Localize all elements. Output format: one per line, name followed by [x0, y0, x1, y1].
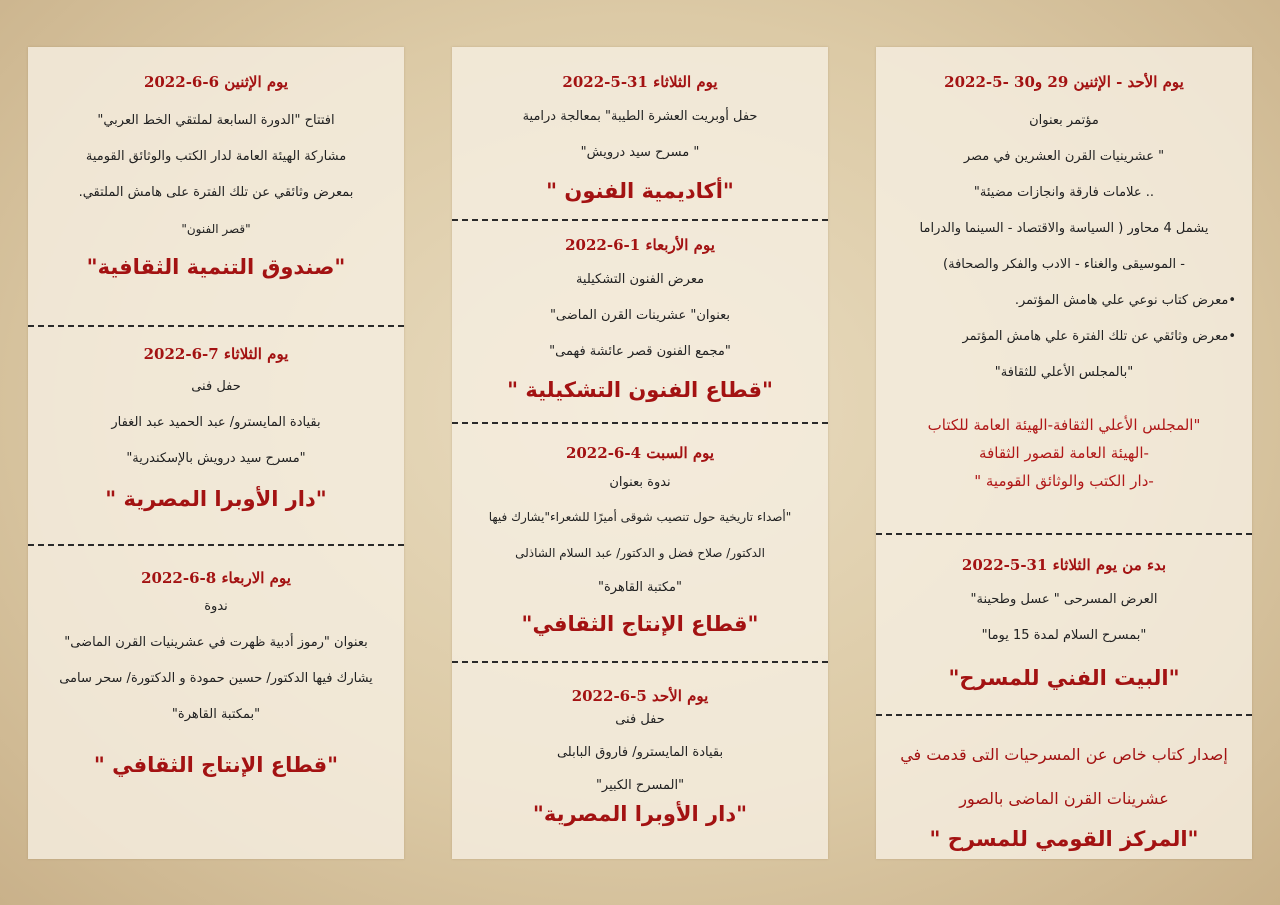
event-venue: " مسرح سيد درويش" [580, 145, 700, 160]
event-play [876, 552, 1252, 698]
event-date: يوم الأحد 5-6-2022 [571, 687, 709, 705]
program-column-left [28, 47, 404, 859]
event-exhibition [452, 232, 828, 410]
event-date: بدء من يوم الثلاثاء 31-5-2022 [961, 556, 1167, 574]
organizer-name: "أكاديمية الفنون " [546, 179, 734, 203]
organizer-name: "صندوق التنمية الثقافية" [86, 255, 346, 279]
event-date: يوم السبت 4-6-2022 [565, 444, 715, 462]
event-date: يوم الأحد - الإثنين 29 و30 -5-2022 [944, 73, 1184, 91]
section-divider [452, 422, 828, 424]
event-venue: "مجمع الفنون قصر عائشة فهمى" [549, 344, 731, 359]
organizer-name: "قطاع الفنون التشكيلية " [507, 378, 773, 402]
organizer-name: "دار الأوبرا المصرية" [532, 802, 748, 826]
event-line: - الموسيقى والغناء - الادب والفكر والصحافة) [943, 257, 1185, 272]
event-line: " عشرينيات القرن العشرين في مصر [963, 149, 1165, 164]
organizers: -دار الكتب والوثائق القومية " [974, 472, 1154, 490]
event-date: يوم الإثنين 6-6-2022 [143, 73, 289, 91]
event-conference [876, 69, 1252, 495]
organizers: "المجلس الأعلي الثقافة-الهيئة العامة للكتاب [927, 416, 1201, 434]
section-divider [28, 544, 404, 546]
organizers: -الهيئة العامة لقصور الثقافة [979, 444, 1149, 462]
event-date: يوم الثلاثاء 7-6-2022 [143, 345, 289, 363]
event-line: مؤتمر بعنوان [1029, 113, 1099, 128]
section-divider [452, 219, 828, 221]
event-seminar-shawqi [452, 440, 828, 644]
event-line: حفل فنى [615, 712, 665, 727]
event-line: مشاركة الهيئة العامة لدار الكتب والوثائق القومية [85, 149, 347, 164]
organizer-name: "قطاع الإنتاج الثقافي " [93, 753, 339, 777]
event-venue: "المسرح الكبير" [595, 778, 685, 793]
event-venue: "مكتبة القاهرة" [598, 580, 682, 595]
event-line: بقيادة المايسترو/ عبد الحميد عبد الغفار [111, 415, 321, 430]
event-concert-ghaffar [28, 341, 404, 519]
event-line: .. علامات فارقة وانجازات مضيئة" [973, 185, 1155, 200]
event-bullet: •معرض كتاب نوعي علي هامش المؤتمر. [1014, 293, 1236, 308]
event-line: الدكتور/ صلاح فضل و الدكتور/ عبد السلام الشاذلى [515, 546, 765, 560]
event-venue: "مسرح سيد درويش بالإسكندرية" [126, 451, 306, 466]
program-column-middle [452, 47, 828, 859]
event-line: ندوة بعنوان [609, 475, 671, 490]
event-venue: "بمسرح السلام لمدة 15 يوما" [981, 628, 1147, 643]
event-line: حفل أوبريت العشرة الطيبة" بمعالجة درامية [522, 109, 758, 124]
event-date: يوم الاربعاء 8-6-2022 [141, 569, 291, 587]
event-line: ندوة [204, 599, 228, 614]
event-venue: "بالمجلس الأعلي للثقافة" [994, 365, 1134, 380]
event-line: بعنوان" عشرينات القرن الماضى" [549, 308, 731, 323]
event-line: بقيادة المايسترو/ فاروق البابلى [556, 745, 724, 760]
event-line: العرض المسرحى " عسل وطحينة" [970, 592, 1158, 607]
section-divider [876, 533, 1252, 535]
event-book [876, 737, 1252, 859]
section-divider [28, 325, 404, 327]
event-date: يوم الأربعاء 1-6-2022 [565, 236, 715, 254]
section-divider [876, 714, 1252, 716]
organizer-name: "قطاع الإنتاج الثقافي" [521, 612, 759, 636]
event-line: يشمل 4 محاور ( السياسة والاقتصاد - السينما والدراما [919, 221, 1209, 236]
event-venue: "قصر الفنون" [181, 222, 251, 236]
event-seminar-symbols [28, 565, 404, 785]
event-line: إصدار كتاب خاص عن المسرحيات التى قدمت في [900, 745, 1228, 764]
event-operetta [452, 69, 828, 211]
event-line: افتتاح "الدورة السابعة لملتقي الخط العربي" [97, 113, 335, 128]
event-bullet: •معرض وثائقي عن تلك الفترة علي هامش المؤتمر [962, 329, 1236, 344]
event-line: عشرينات القرن الماضى بالصور [959, 789, 1169, 808]
organizer-name: "المركز القومي للمسرح " [929, 827, 1199, 851]
event-calligraphy [28, 69, 404, 287]
event-line: "أصداء تاريخية حول تنصيب شوقى أميرًا للشعراء"يشارك فيها [488, 510, 792, 524]
section-divider [452, 661, 828, 663]
event-line: يشارك فيها الدكتور/ حسين حمودة و الدكتورة/ سحر سامى [59, 671, 373, 686]
event-line: معرض الفنون التشكيلية [575, 272, 705, 287]
event-line: حفل فنى [191, 379, 241, 394]
program-column-right [876, 47, 1252, 859]
organizer-name: "دار الأوبرا المصرية " [105, 487, 327, 511]
organizer-name: "البيت الفني للمسرح" [948, 666, 1180, 690]
event-line: بعنوان "رموز أدبية ظهرت في عشرينيات القرن الماضى" [64, 635, 368, 650]
event-line: بمعرض وثائقي عن تلك الفترة على هامش الملتقي. [78, 185, 354, 200]
event-date: يوم الثلاثاء 31-5-2022 [562, 73, 718, 91]
event-venue: "بمكتبة القاهرة" [171, 707, 261, 722]
event-concert-babli [452, 683, 828, 834]
